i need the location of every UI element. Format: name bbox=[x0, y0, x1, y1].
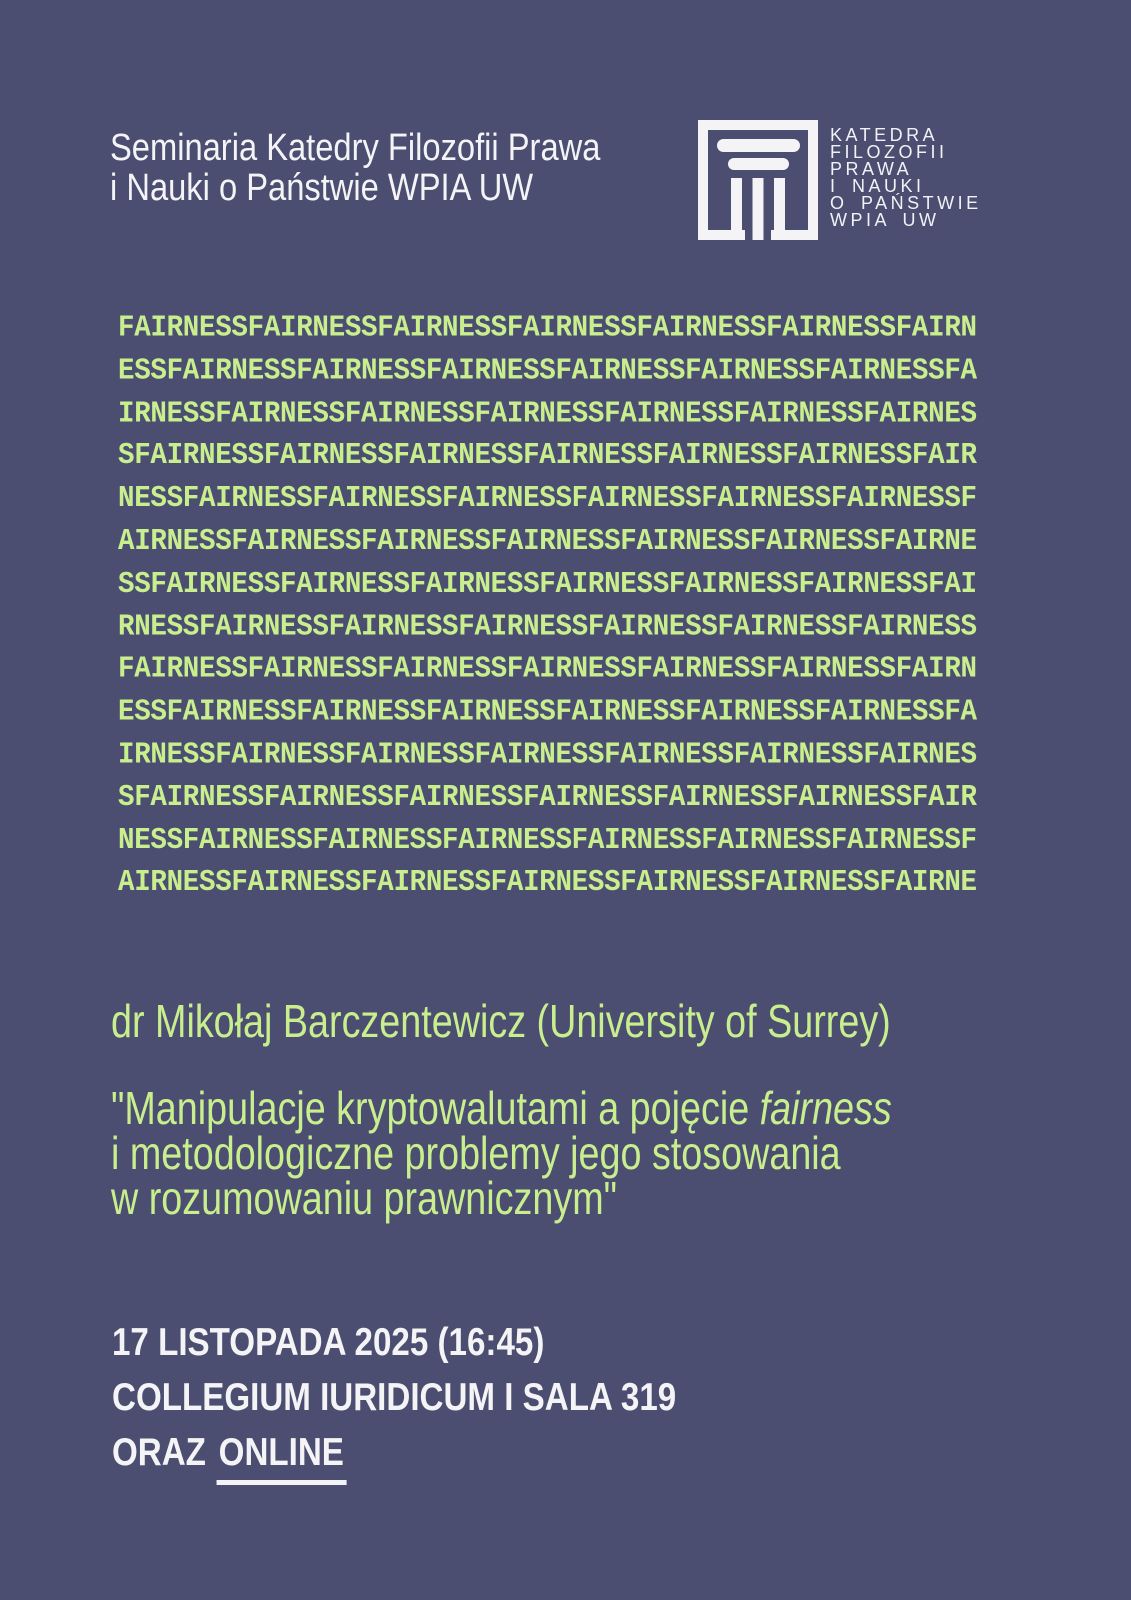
fairness-pattern-line: FAIRNESSFAIRNESSFAIRNESSFAIRNESSFAIRNESSFAIRNESSFAIRN bbox=[118, 652, 977, 687]
fairness-pattern-line: SSFAIRNESSFAIRNESSFAIRNESSFAIRNESSFAIRNESSFAIRNESSFAI bbox=[118, 567, 977, 602]
fairness-pattern-line: NESSFAIRNESSFAIRNESSFAIRNESSFAIRNESSFAIRNESSFAIRNESSF bbox=[118, 823, 977, 858]
fairness-pattern-line: IRNESSFAIRNESSFAIRNESSFAIRNESSFAIRNESSFAIRNESSFAIRNES bbox=[118, 396, 977, 431]
series-title-line2: i Nauki o Państwie WPIA UW bbox=[110, 167, 534, 209]
event-online-prefix: ORAZ bbox=[112, 1431, 206, 1474]
fairness-pattern-line: FAIRNESSFAIRNESSFAIRNESSFAIRNESSFAIRNESSFAIRNESSFAIRN bbox=[118, 311, 977, 346]
talk-title-line3: w rozumowaniu prawnicznym" bbox=[111, 1172, 618, 1224]
event-details bbox=[112, 1315, 676, 1485]
fairness-pattern-line: ESSFAIRNESSFAIRNESSFAIRNESSFAIRNESSFAIRNESSFAIRNESSFA bbox=[118, 695, 977, 730]
logo-caption-line: FILOZOFII bbox=[830, 141, 948, 162]
talk-title-line1 bbox=[111, 1082, 892, 1134]
fairness-pattern-line: ESSFAIRNESSFAIRNESSFAIRNESSFAIRNESSFAIRNESSFAIRNESSFA bbox=[118, 353, 977, 389]
fairness-pattern-line: AIRNESSFAIRNESSFAIRNESSFAIRNESSFAIRNESSFAIRNESSFAIRNE bbox=[118, 524, 977, 559]
fairness-pattern-line: NESSFAIRNESSFAIRNESSFAIRNESSFAIRNESSFAIRNESSFAIRNESSF bbox=[118, 482, 977, 517]
fairness-pattern bbox=[118, 308, 977, 905]
talk-title-italic-term: fairness bbox=[759, 1082, 892, 1134]
logo-caption-line: KATEDRA bbox=[830, 125, 939, 145]
fairness-pattern-line: AIRNESSFAIRNESSFAIRNESSFAIRNESSFAIRNESSFAIRNESSFAIRNE bbox=[118, 866, 977, 901]
fairness-pattern-line: SFAIRNESSFAIRNESSFAIRNESSFAIRNESSFAIRNESSFAIRNESSFAIR bbox=[118, 780, 977, 815]
fairness-pattern-line: SFAIRNESSFAIRNESSFAIRNESSFAIRNESSFAIRNESSFAIRNESSFAIR bbox=[118, 439, 977, 474]
event-datetime: 17 LISTOPADA 2025 (16:45) bbox=[112, 1321, 545, 1364]
column-logo-icon bbox=[698, 120, 818, 240]
talk-title bbox=[111, 1082, 892, 1224]
event-online-line bbox=[112, 1425, 676, 1485]
logo-caption-line: I NAUKI bbox=[830, 175, 925, 196]
online-link[interactable]: ONLINE bbox=[216, 1425, 346, 1485]
logo-caption-line: PRAWA bbox=[830, 158, 913, 179]
talk-title-line1-regular: "Manipulacje kryptowalutami a pojęcie bbox=[111, 1082, 760, 1134]
event-venue: COLLEGIUM IURIDICUM I SALA 319 bbox=[112, 1376, 677, 1419]
series-title bbox=[110, 128, 600, 208]
fairness-pattern-line: IRNESSFAIRNESSFAIRNESSFAIRNESSFAIRNESSFAIRNESSFAIRNES bbox=[118, 738, 977, 773]
logo-caption-line: WPIA UW bbox=[830, 209, 940, 230]
talk-title-line2: i metodologiczne problemy jego stosowania bbox=[111, 1127, 841, 1179]
logo-caption-line: O PAŃSTWIE bbox=[830, 192, 982, 213]
fairness-pattern-line: RNESSFAIRNESSFAIRNESSFAIRNESSFAIRNESSFAIRNESSFAIRNESS bbox=[118, 610, 977, 645]
speaker-line: dr Mikołaj Barczentewicz (University of Surrey) bbox=[111, 995, 891, 1047]
logo-caption bbox=[830, 127, 982, 228]
series-title-line1: Seminaria Katedry Filozofii Prawa bbox=[110, 127, 601, 169]
